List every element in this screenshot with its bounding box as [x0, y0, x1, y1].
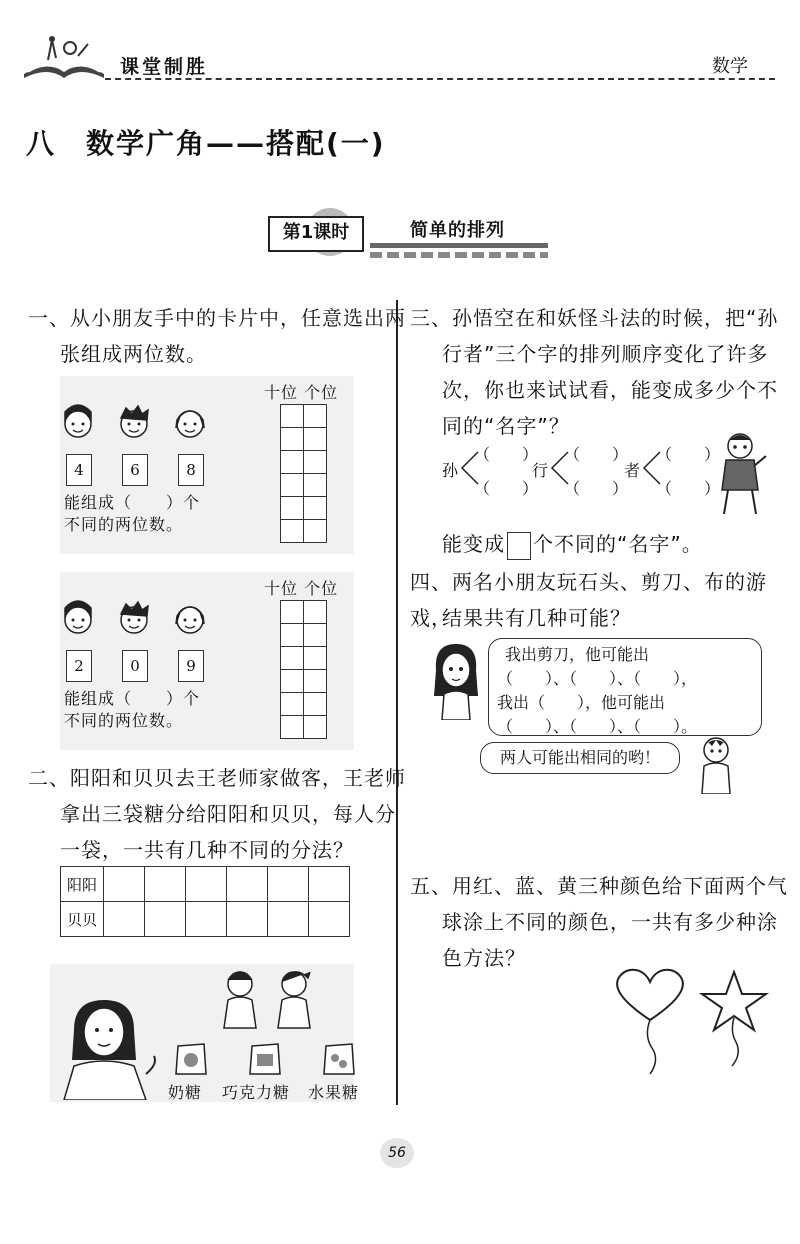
- question-1-line1: 一、从小朋友手中的卡片中，任意选出两: [28, 306, 406, 330]
- table-row: [61, 867, 350, 902]
- grid-header-tens: 十位: [264, 579, 299, 598]
- question-4-number: 四、: [410, 570, 452, 594]
- grid-header-ones: 个位: [304, 579, 339, 598]
- answer-paren[interactable]: （ ）: [656, 445, 721, 464]
- question-3-line4: 同的“名字”？: [442, 414, 570, 438]
- girl-icon: [430, 640, 482, 720]
- heart-balloon-icon[interactable]: [610, 964, 690, 1076]
- lesson-topic: 简单的排列: [410, 220, 505, 241]
- answer-paren[interactable]: （ ）: [656, 479, 721, 498]
- question-3-line3: 次，你也来试试看，能变成多少个不: [442, 378, 778, 402]
- answer-paren[interactable]: （ ）: [564, 479, 629, 498]
- question-4-line1: 四、两名小朋友玩石头、剪刀、布的游戏，: [410, 570, 767, 630]
- candy-bag-icon: [248, 1040, 282, 1076]
- candy-bag-icon: [322, 1040, 356, 1076]
- table-row: [61, 902, 350, 937]
- question-1-line2: 张组成两位数。: [60, 342, 207, 366]
- grid-header: [264, 382, 338, 404]
- teacher-icon: [54, 990, 164, 1100]
- answer-paren[interactable]: （ ）: [474, 445, 539, 464]
- number-card: 8: [178, 454, 204, 486]
- question-1-number: 一、: [28, 306, 70, 330]
- book-logo-icon: [18, 30, 110, 82]
- boy-icon: [694, 734, 738, 794]
- q3-answer-line: 能变成 个不同的“名字”。: [442, 526, 703, 562]
- lesson-stripes: [370, 252, 548, 258]
- answer-paren[interactable]: （ ）: [474, 479, 539, 498]
- lesson-underline: [370, 243, 548, 248]
- q1-set1-caption: 能组成（ ）个 不同的两位数。: [64, 493, 201, 534]
- number-card: 2: [66, 650, 92, 682]
- tree-root-char: 者: [624, 461, 641, 480]
- number-card: 6: [122, 454, 148, 486]
- candy-label: 奶糖: [168, 1083, 203, 1102]
- grid-header-tens: 十位: [264, 383, 299, 402]
- monkey-king-icon: [712, 430, 768, 516]
- question-3-line2: 行者”三个字的排列顺序变化了许多: [442, 342, 769, 366]
- grid-header-ones: 个位: [304, 383, 339, 402]
- number-card: 0: [122, 650, 148, 682]
- question-2-line2: 拿出三袋糖分给阳阳和贝贝，每人分: [60, 802, 396, 826]
- answer-box[interactable]: [507, 532, 531, 560]
- answer-grid-1: [280, 404, 327, 543]
- series-title: 课堂制胜: [120, 56, 209, 78]
- page-number: 56: [380, 1138, 414, 1168]
- answer-grid-2: [280, 600, 327, 739]
- lesson-label: 第1课时: [268, 216, 364, 252]
- question-3-line1: 三、孙悟空在和妖怪斗法的时候，把“孙: [410, 306, 779, 330]
- question-4-line2: 结果共有几种可能？: [442, 606, 631, 630]
- column-divider: [396, 300, 398, 1105]
- tree-root-char: 行: [532, 461, 549, 480]
- subject-label: 数学: [712, 56, 748, 77]
- question-2-line3: 一袋，一共有几种不同的分法？: [60, 838, 354, 862]
- row-label: 贝贝: [61, 902, 104, 937]
- answer-paren[interactable]: （ ）: [564, 445, 629, 464]
- question-5-number: 五、: [410, 874, 452, 898]
- number-card: 9: [178, 650, 204, 682]
- question-3-number: 三、: [410, 306, 452, 330]
- chapter-title: 八 数学广角——搭配(一): [26, 127, 386, 160]
- question-5-line1: 五、用红、蓝、黄三种颜色给下面两个气: [410, 874, 788, 898]
- candy-bag-icon: [174, 1040, 208, 1076]
- speech-bubble-2: 两人可能出相同的哟！: [480, 742, 680, 774]
- question-5-line3: 色方法？: [442, 946, 526, 970]
- grid-header: [264, 578, 338, 600]
- candy-label: 水果糖: [308, 1083, 360, 1102]
- number-card: 4: [66, 454, 92, 486]
- speech-bubble: 我出剪刀，他可能出 （ ）、（ ）、（ ）， 我出（ ），他可能出 （ ）、（ ）、（ ）。: [488, 638, 762, 736]
- question-2-line1: 二、阳阳和贝贝去王老师家做客，王老师: [28, 766, 406, 790]
- children-holding-cards-icon: [62, 594, 242, 650]
- question-2-number: 二、: [28, 766, 70, 790]
- two-children-icon: [214, 966, 324, 1032]
- tree-root-char: 孙: [442, 461, 459, 480]
- candy-label: 巧克力糖: [222, 1083, 291, 1102]
- children-holding-cards-icon: [62, 398, 242, 454]
- header-divider: [105, 78, 775, 80]
- distribution-table: [60, 866, 350, 937]
- star-balloon-icon[interactable]: [694, 968, 774, 1068]
- row-label: 阳阳: [61, 867, 104, 902]
- q1-set2-caption: 能组成（ ）个 不同的两位数。: [64, 689, 201, 730]
- question-5-line2: 球涂上不同的颜色，一共有多少种涂: [442, 910, 778, 934]
